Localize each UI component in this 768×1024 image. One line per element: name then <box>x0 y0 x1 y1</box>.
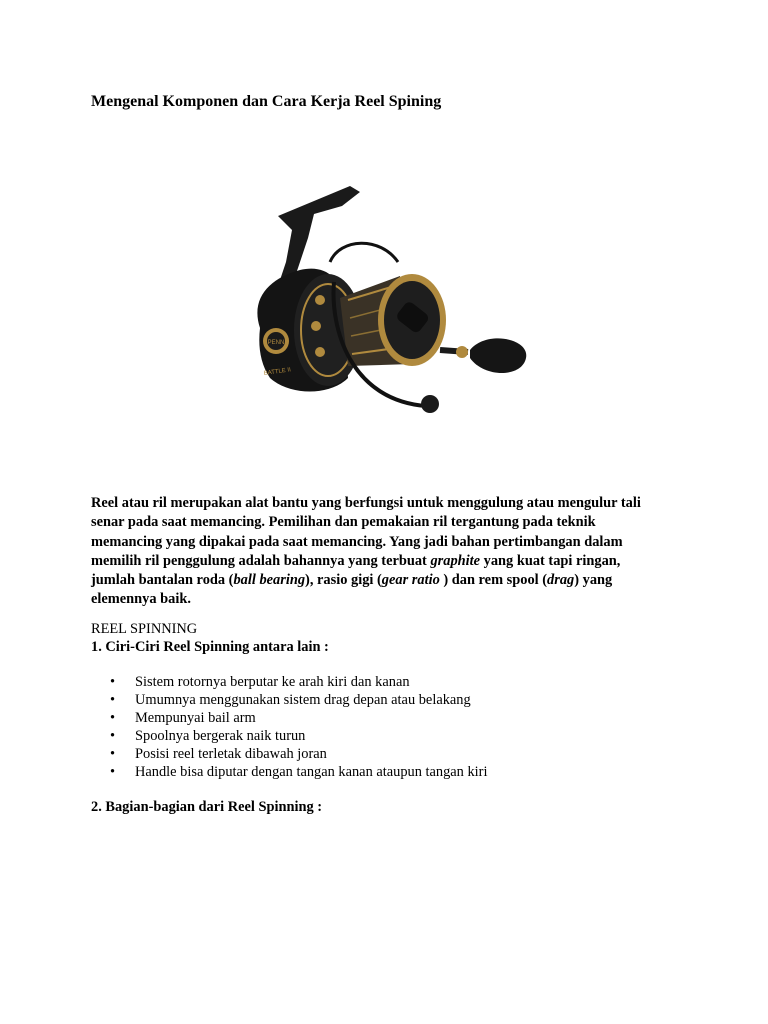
intro-line: jumlah bantalan roda (ball bearing), rasio gigi (gear ratio ) dan rem spool (drag) yang <box>91 572 613 589</box>
bail-arm <box>330 243 398 262</box>
section-heading: REEL SPINNING <box>91 621 198 637</box>
subheading-characteristics: 1. Ciri-Ciri Reel Spinning antara lain : <box>91 639 329 655</box>
bullet-icon: • <box>110 728 116 744</box>
intro-line: senar pada saat memancing. Pemilihan dan pemakaian ril tergantung pada teknik <box>91 514 596 531</box>
bullet-icon: • <box>110 692 116 708</box>
bullet-icon: • <box>110 764 116 780</box>
list-item: • Handle bisa diputar dengan tangan kanan ataupun tangan kiri <box>110 764 488 780</box>
intro-line: memilih ril penggulung adalah bahannya yang terbuat graphite yang kuat tapi ringan, <box>91 552 621 569</box>
term-drag: drag <box>547 572 575 589</box>
subheading-parts: 2. Bagian-bagian dari Reel Spinning : <box>91 799 323 815</box>
model-text: BATTLE II <box>263 367 292 377</box>
bullet-icon: • <box>110 674 116 690</box>
list-item: • Posisi reel terletak dibawah joran <box>110 746 327 762</box>
term-gear-ratio: gear ratio <box>381 572 440 589</box>
bullet-icon: • <box>110 746 116 762</box>
list-item: • Spoolnya bergerak naik turun <box>110 728 306 744</box>
intro-line: memancing yang dipakai pada saat memancing. Yang jadi bahan pertimbangan dalam <box>91 533 623 550</box>
list-item: • Mempunyai bail arm <box>110 710 256 726</box>
bullet-icon: • <box>110 710 116 726</box>
feature-list <box>91 673 651 781</box>
intro-paragraph <box>91 494 691 610</box>
intro-line: elemennya baik. <box>91 591 191 608</box>
spinning-reel-photo <box>230 178 540 428</box>
reel-handle-knob <box>470 338 526 373</box>
term-ball-bearing: ball bearing <box>233 572 306 589</box>
intro-line: Reel atau ril merupakan alat bantu yang berfungsi untuk menggulung atau mengulur tali <box>91 495 641 511</box>
list-item: • Sistem rotornya berputar ke arah kiri dan kanan <box>110 674 410 690</box>
term-graphite: graphite <box>430 552 481 569</box>
list-item: • Umumnya menggunakan sistem drag depan atau belakang <box>110 692 471 708</box>
page-title: Mengenal Komponen dan Cara Kerja Reel Spining <box>91 93 442 110</box>
brand-text: PENN <box>267 340 285 346</box>
